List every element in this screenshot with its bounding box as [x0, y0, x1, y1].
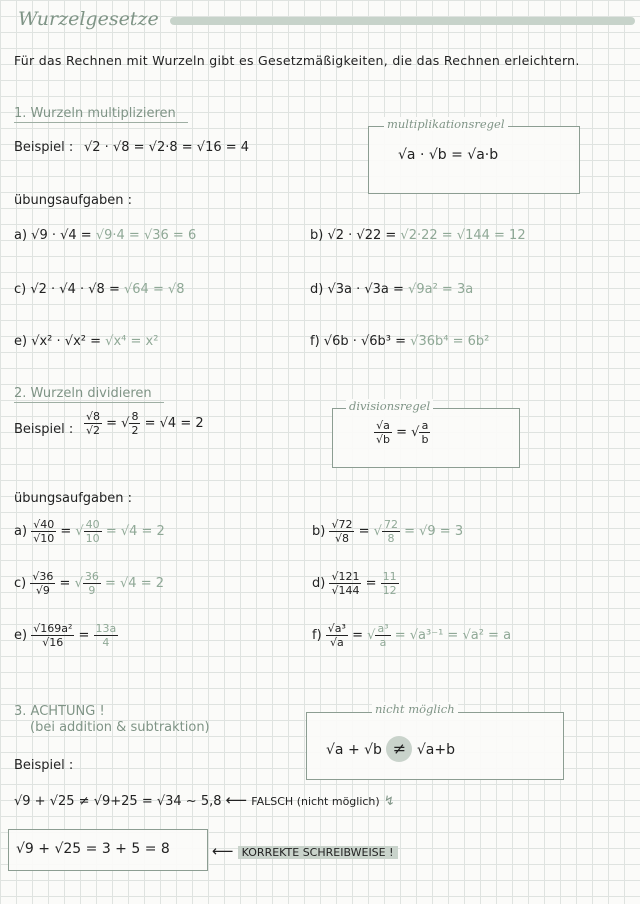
s1-task-d: d) √3a · √3a = √9a² = 3a — [310, 282, 474, 297]
title-underline-bar — [170, 17, 635, 25]
s2-exercises-label: übungsaufgaben : — [14, 491, 132, 506]
lightning-icon: ↯ — [383, 794, 395, 809]
s2-task-b: b) $\frac{√72}{√8}$ = √ $\frac{72}{8}$ = √9 = 3 — [312, 518, 464, 545]
s1-exercises-label: übungsaufgaben : — [14, 193, 132, 208]
s2-task-f: f) $\frac{\text{√a³}}{√a}$ = √ $\frac{\text{a³}}{a}$ = √a³⁻¹ = √a² = a — [312, 622, 512, 649]
not-possible-rule: √a + √b ≠ √a+b — [326, 736, 455, 762]
s2-example: $\frac{√8}{√2}$ = √ $\frac{8}{2}$ = √4 = 2 — [86, 410, 204, 437]
s1-task-c: c) √2 · √4 · √8 = √64 = √8 — [14, 282, 185, 297]
not-equal-icon: ≠ — [386, 736, 412, 762]
multiplication-rule: √a · √b = √a·b — [398, 147, 499, 163]
arrow-left-icon: ⟵ — [212, 842, 234, 860]
s3-wrong-example: √9 + √25 ≠ √9+25 = √34 ~ 5,8 ⟵ FALSCH (nicht möglich) ↯ — [14, 791, 395, 809]
section-3-subheading: (bei addition & subtraktion) — [30, 720, 210, 735]
s3-example-label: Beispiel : — [14, 758, 74, 773]
division-rule-label: divisionsregel — [346, 399, 433, 413]
section-2-heading: 2. Wurzeln dividieren — [14, 386, 164, 403]
s1-example-label: Beispiel : — [14, 140, 74, 155]
s2-example-label: Beispiel : — [14, 422, 74, 437]
multiplication-rule-label: multiplikationsregel — [384, 117, 508, 131]
page-title: Wurzelgesetze — [18, 8, 159, 30]
s1-task-e: e) √x² · √x² = √x⁴ = x² — [14, 334, 159, 349]
s1-example: √2 · √8 = √2·8 = √16 = 4 — [84, 140, 250, 155]
s2-task-a: a) $\frac{√40}{√10}$ = √ $\frac{40}{10}$ = √4 = 2 — [14, 518, 165, 545]
section-3-heading: 3. ACHTUNG ! — [14, 704, 105, 719]
s1-task-f: f) √6b · √6b³ = √36b⁴ = 6b² — [310, 334, 490, 349]
s3-correct-example: √9 + √25 = 3 + 5 = 8 — [16, 841, 170, 857]
s2-task-d: d) $\frac{√121}{√144}$ = $\frac{11}{12}$ — [312, 570, 397, 597]
s3-correct-note: ⟵ KORREKTE SCHREIBWEISE ! — [212, 842, 398, 860]
s2-task-e: e) $\frac{\text{√169a²}}{√16}$ = $\frac{13a}{4}$ — [14, 622, 117, 649]
arrow-left-icon: ⟵ — [225, 791, 248, 809]
section-1-heading: 1. Wurzeln multiplizieren — [14, 106, 188, 123]
s1-task-a: a) √9 · √4 = √9·4 = √36 = 6 — [14, 228, 197, 243]
s1-task-b: b) √2 · √22 = √2·22 = √144 = 12 — [310, 228, 526, 243]
not-possible-label: nicht möglich — [372, 702, 458, 716]
s2-task-c: c) $\frac{√36}{√9}$ = √ $\frac{36}{9}$ = √4 = 2 — [14, 570, 165, 597]
intro-text: Für das Rechnen mit Wurzeln gibt es Gesetzmäßigkeiten, die das Rechnen erleichtern. — [14, 53, 580, 68]
division-rule: $\frac{√a}{√b}$ = √ $\frac{a}{b}$ — [376, 419, 429, 446]
